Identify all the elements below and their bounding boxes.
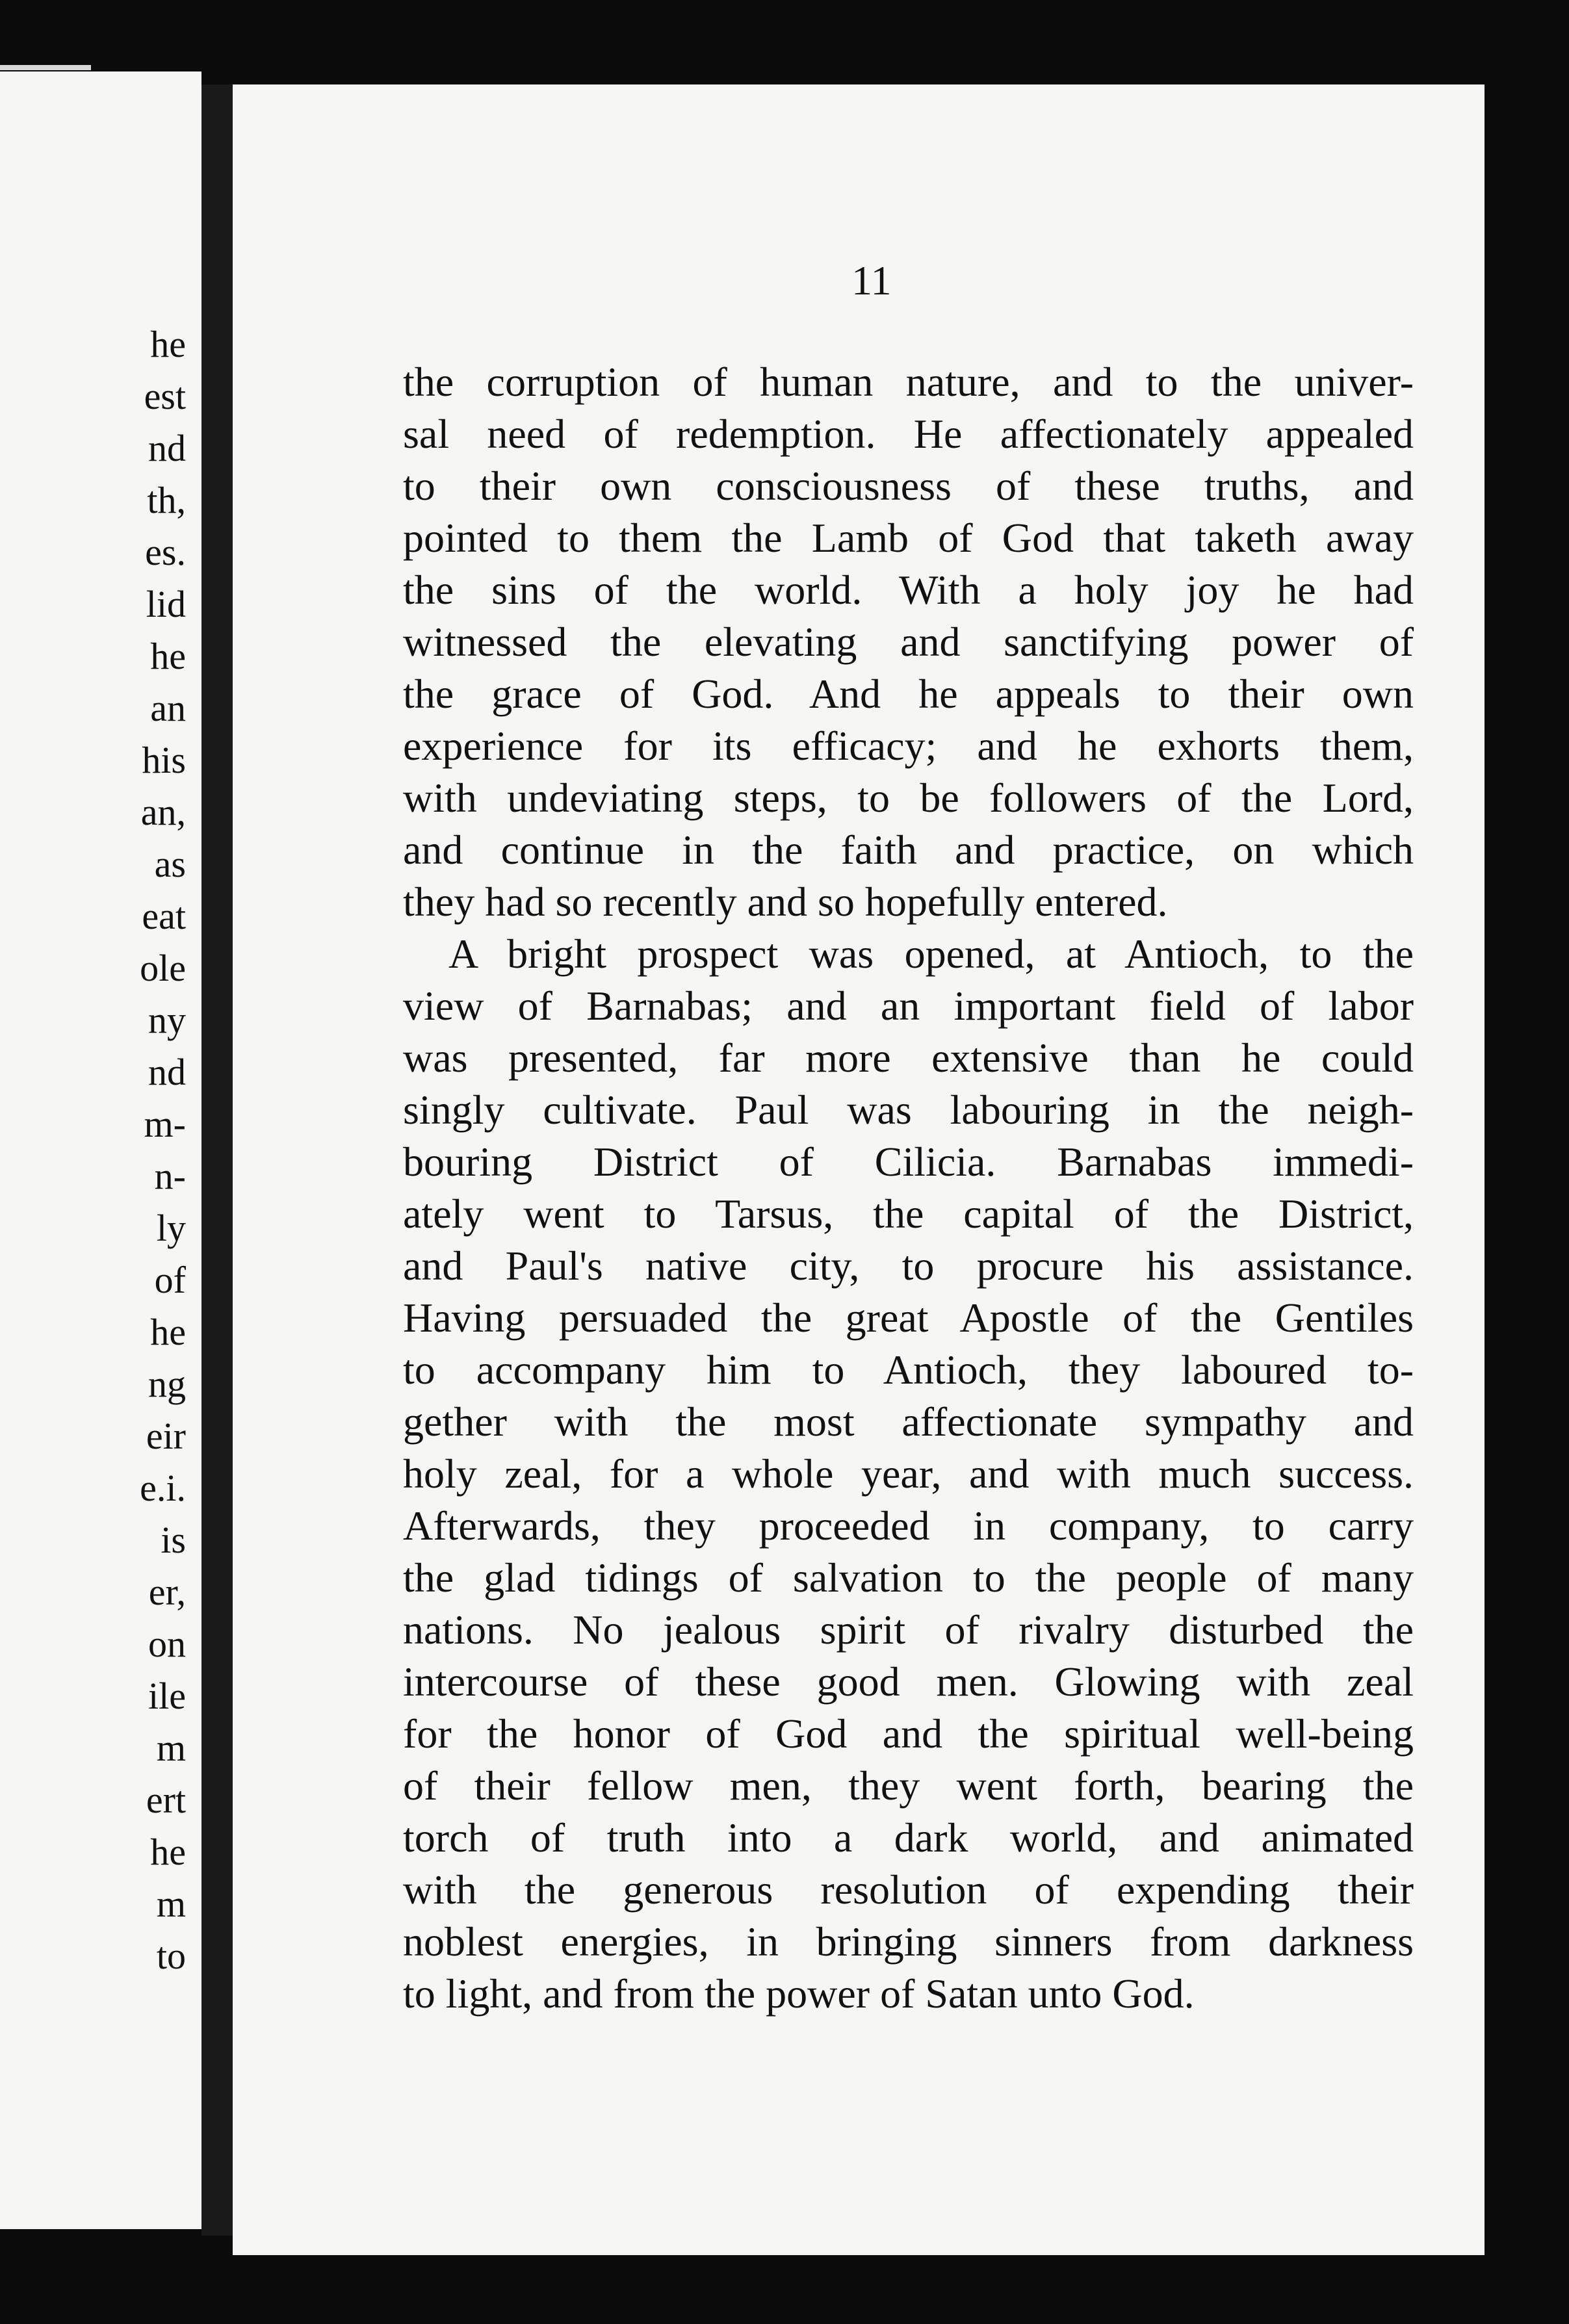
- left-page-fragment: nd: [148, 1051, 186, 1093]
- left-page-fragment: on: [148, 1623, 186, 1665]
- paragraph-1-line: the corruption of human nature, and to the univer-: [403, 359, 1414, 405]
- paragraph-2-line: for the honor of God and the spiritual well-being: [403, 1711, 1414, 1757]
- paragraph-2-line: ately went to Tarsus, the capital of the District,: [403, 1191, 1414, 1237]
- paragraph-1-line: experience for its efficacy; and he exhorts them,: [403, 723, 1414, 769]
- left-page-fragment: ile: [148, 1675, 186, 1717]
- left-page-fragment: m-: [144, 1103, 186, 1145]
- paragraph-2-line: holy zeal, for a whole year, and with much success.: [403, 1451, 1414, 1497]
- paragraph-2-line: A bright prospect was opened, at Antioch, to the: [448, 931, 1414, 977]
- paragraph-2-line: Afterwards, they proceeded in company, to carry: [403, 1503, 1414, 1549]
- paragraph-1-line: the sins of the world. With a holy joy he had: [403, 567, 1414, 613]
- paragraph-2-line: with the generous resolution of expending their: [403, 1866, 1414, 1913]
- left-page-fragment: he: [150, 1831, 186, 1873]
- left-page-edge: [0, 65, 91, 70]
- paragraph-1-line: and continue in the faith and practice, on which: [403, 827, 1414, 873]
- left-page-fragment: ert: [146, 1779, 186, 1821]
- paragraph-2-line: intercourse of these good men. Glowing with zeal: [403, 1659, 1414, 1705]
- paragraph-2-line: gether with the most affectionate sympathy and: [403, 1399, 1414, 1445]
- left-page-fragment: he: [150, 635, 186, 677]
- paragraph-1-line: with undeviating steps, to be followers of the Lord,: [403, 775, 1414, 821]
- left-page-fragment: lid: [146, 583, 186, 625]
- paragraph-2-line: view of Barnabas; and an important field of labor: [403, 983, 1414, 1029]
- left-page-fragment: m: [156, 1727, 186, 1769]
- paragraph-2-line: and Paul's native city, to procure his assistance.: [403, 1243, 1414, 1289]
- left-page-fragment: es.: [145, 531, 186, 573]
- paragraph-1-line: they had so recently and so hopefully entered.: [403, 879, 1168, 925]
- paragraph-2-line: of their fellow men, they went forth, bearing the: [403, 1762, 1414, 1809]
- paragraph-2-line: bouring District of Cilicia. Barnabas immedi-: [403, 1139, 1414, 1185]
- left-page-fragment: is: [161, 1519, 186, 1561]
- paragraph-1-line: pointed to them the Lamb of God that taketh away: [403, 515, 1414, 561]
- paragraph-1-line: sal need of redemption. He affectionately appealed: [403, 411, 1414, 457]
- left-page-fragment: est: [144, 375, 186, 417]
- left-page-fragment: his: [142, 739, 186, 781]
- paragraph-1-line: witnessed the elevating and sanctifying power of: [403, 619, 1414, 665]
- left-page-fragment: th,: [147, 479, 186, 521]
- paragraph-1-line: the grace of God. And he appeals to their own: [403, 671, 1414, 717]
- left-page-fragment: n-: [154, 1155, 186, 1197]
- paragraph-2-line: torch of truth into a dark world, and animated: [403, 1814, 1414, 1861]
- paragraph-2-line: was presented, far more extensive than he could: [403, 1035, 1414, 1081]
- left-page-fragment: as: [154, 843, 186, 885]
- left-page-fragment: he: [150, 323, 186, 365]
- paragraph-2-line: singly cultivate. Paul was labouring in the neigh-: [403, 1087, 1414, 1133]
- left-page-fragment: eir: [146, 1415, 186, 1457]
- left-page-fragment: nd: [148, 427, 186, 469]
- left-page-fragment: er,: [148, 1571, 186, 1613]
- paragraph-2-line: the glad tidings of salvation to the people of many: [403, 1555, 1414, 1601]
- left-page: [0, 71, 201, 2229]
- paragraph-2-line: noblest energies, in bringing sinners from darkness: [403, 1918, 1414, 1965]
- paragraph-2-line: Having persuaded the great Apostle of the Gentiles: [403, 1295, 1414, 1341]
- paragraph-2-line: nations. No jealous spirit of rivalry disturbed the: [403, 1607, 1414, 1653]
- left-page-fragment: e.i.: [140, 1467, 186, 1509]
- left-page-fragment: ng: [148, 1363, 186, 1405]
- paragraph-2-line: to light, and from the power of Satan unto God.: [403, 1970, 1195, 2017]
- left-page-fragment: an: [150, 687, 186, 729]
- left-page-fragment: to: [156, 1935, 186, 1977]
- paragraph-2-line: to accompany him to Antioch, they laboured to-: [403, 1347, 1414, 1393]
- left-page-fragment: m: [156, 1883, 186, 1925]
- book-gutter: [201, 84, 233, 2236]
- left-page-fragment: ole: [140, 947, 186, 989]
- page-number: 11: [851, 257, 892, 303]
- left-page-fragment: of: [154, 1259, 186, 1301]
- left-page-fragment: ny: [148, 999, 186, 1041]
- left-page-fragment: an,: [140, 791, 186, 833]
- left-page-fragment: ly: [156, 1207, 186, 1249]
- left-page-fragment: he: [150, 1311, 186, 1353]
- paragraph-1-line: to their own consciousness of these truths, and: [403, 463, 1414, 509]
- left-page-fragment: eat: [142, 895, 186, 937]
